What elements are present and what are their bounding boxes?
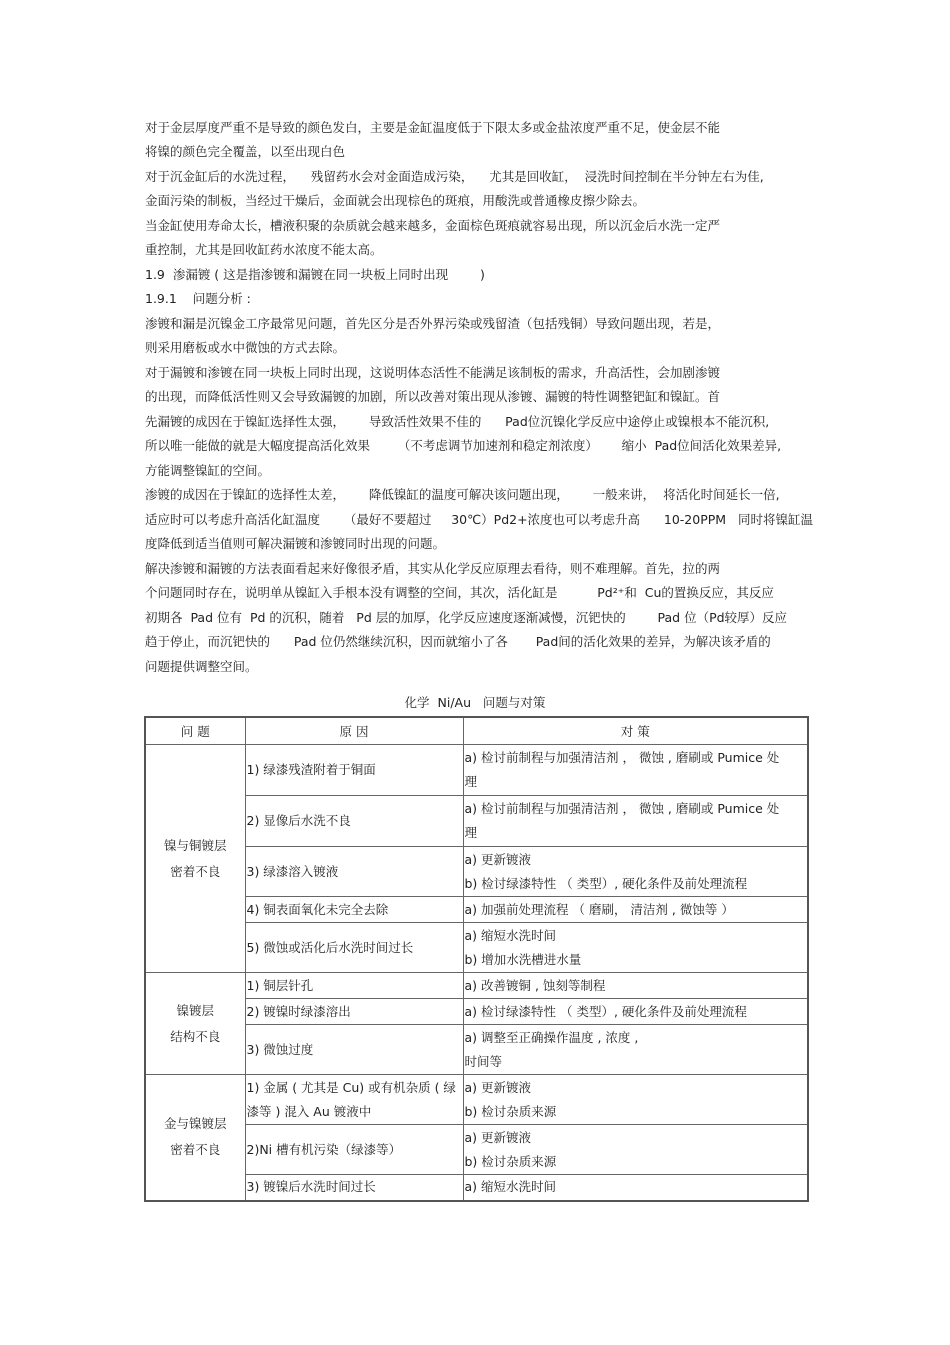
solution-cell — [463, 897, 808, 923]
solution-cell — [463, 923, 808, 973]
paragraph-line: 当金缸使用寿命太长，槽液积聚的杂质就会越来越多，金面棕色斑痕就容易出现，所以沉金后水洗一定严 — [145, 218, 721, 233]
table-header-row — [145, 717, 808, 745]
cause-text: 5) 微蚀或活化后水洗时间过长 — [246, 939, 414, 955]
paragraph-line: 对于漏镀和渗镀在同一块板上同时出现，这说明体态活性不能满足该制板的需求，升高活性，会加剧渗镀 — [145, 365, 721, 380]
cause-cell — [245, 923, 463, 973]
problem-cell — [145, 745, 245, 973]
table-caption: 化学 Ni/Au 问题与对策 — [404, 695, 546, 710]
paragraph-line: 问题提供调整空间。 — [145, 659, 258, 674]
cause-text: 1) 金属 ( 尤其是 Cu) 或有机杂质 ( 绿 — [246, 1079, 456, 1095]
solution-text: b) 检讨杂质来源 — [464, 1153, 557, 1169]
paragraph-line: 所以唯一能做的就是大幅度提高活化效果 （不考虑调节加速剂和稳定剂浓度） 缩小 Pad位间活化效果差异, — [145, 438, 782, 453]
paragraph-line: 1.9 渗漏镀 ( 这是指渗镀和漏镀在同一块板上同时出现 ) — [145, 267, 485, 282]
solution-cell — [463, 999, 808, 1025]
paragraph-line: 解决渗镀和漏镀的方法表面看起来好像很矛盾，其实从化学反应原理去看待，则不难理解。首先，拉的两 — [145, 561, 721, 576]
table-row — [145, 999, 808, 1025]
solution-text: a) 改善镀铜 , 蚀刻等制程 — [464, 977, 606, 993]
paragraph-line: 度降低到适当值则可解决漏镀和渗镀同时出现的问题。 — [145, 536, 446, 551]
solution-text: a) 更新镀液 — [464, 1129, 532, 1145]
cause-cell — [245, 897, 463, 923]
solution-cell — [463, 973, 808, 999]
cause-cell — [245, 745, 463, 796]
paragraph-line: 对于沉金缸后的水洗过程， 残留药水会对金面造成污染， 尤其是回收缸， 浸洗时间控制在半分钟左右为佳, — [145, 169, 764, 184]
cause-cell — [245, 999, 463, 1025]
paragraph-line: 初期各 Pad 位有 Pd 的沉积，随着 Pd 层的加厚，化学反应速度逐渐减慢，沉钯快的 Pad 位（Pd较厚）反应 — [145, 610, 788, 625]
paragraph-line: 适应时可以考虑升高活化缸温度 （最好不要超过 30℃）Pd2+浓度也可以考虑升高 10-20PPM 同时将镍缸温 — [145, 512, 813, 527]
header-solution: 对 策 — [463, 717, 808, 745]
problem-text: 金与镍镀层 — [163, 1116, 227, 1132]
solution-cell — [463, 745, 808, 796]
problem-text: 结构不良 — [170, 1028, 221, 1044]
cause-cell — [245, 1175, 463, 1201]
paragraph-line: 渗镀和漏是沉镍金工序最常见问题，首先区分是否外界污染或残留渣（包括残铜）导致问题出现，若是， — [145, 316, 721, 331]
solution-text: b) 检讨杂质来源 — [464, 1103, 557, 1119]
solution-text: 时间等 — [464, 1053, 503, 1069]
paragraph-line: 渗镀的成因在于镍缸的选择性太差， 降低镍缸的温度可解决该问题出现， 一般来讲， 将活化时间延长一倍, — [145, 487, 780, 502]
cause-text: 3) 绿漆溶入镀液 — [246, 863, 339, 879]
table-row — [145, 897, 808, 923]
solution-text: a) 缩短水洗时间 — [464, 1179, 557, 1195]
solution-text: a) 检讨前制程与加强清洁剂 ， 微蚀 , 磨刷或 Pumice 处 — [464, 801, 780, 816]
cause-text: 2)Ni 槽有机污染（绿漆等） — [246, 1141, 402, 1157]
problem-text: 镍与铜镀层 — [163, 837, 227, 853]
cause-text: 3) 镀镍后水洗时间过长 — [246, 1179, 376, 1195]
table-row — [145, 1175, 808, 1201]
solution-cell — [463, 796, 808, 847]
solution-cell — [463, 1125, 808, 1175]
cause-text: 1) 绿漆残渣附着于铜面 — [246, 762, 376, 777]
paragraph-line: 对于金层厚度严重不是导致的颜色发白，主要是金缸温度低于下限太多或金盐浓度严重不足，使金层不能 — [145, 120, 721, 135]
table-row — [145, 745, 808, 796]
cause-text: 3) 微蚀过度 — [246, 1041, 314, 1057]
solution-text: 理 — [464, 825, 478, 840]
solution-text: a) 调整至正确操作温度 , 浓度 , — [464, 1029, 639, 1045]
table-row — [145, 1125, 808, 1175]
table-row — [145, 973, 808, 999]
solution-text: a) 缩短水洗时间 — [464, 927, 557, 943]
cause-cell — [245, 973, 463, 999]
table-row — [145, 847, 808, 897]
paragraph-line: 将镍的颜色完全覆盖，以至出现白色 — [145, 144, 346, 159]
cause-cell — [245, 847, 463, 897]
solution-text: 理 — [464, 774, 478, 789]
cause-text: 1) 铜层针孔 — [246, 977, 314, 993]
header-problem: 问 题 — [145, 717, 245, 745]
table-row — [145, 1025, 808, 1075]
paragraph-line: 则采用磨板或水中微蚀的方式去除。 — [145, 340, 346, 355]
cause-text: 2) 显像后水洗不良 — [246, 813, 351, 828]
problem-solution-table — [144, 716, 809, 1202]
cause-cell — [245, 1025, 463, 1075]
cause-cell — [245, 1075, 463, 1125]
table-row — [145, 796, 808, 847]
solution-text: b) 增加水洗槽进水量 — [464, 951, 582, 967]
cause-text: 2) 镀镍时绿漆溶出 — [246, 1003, 351, 1019]
solution-text: b) 检讨绿漆特性 （ 类型）, 硬化条件及前处理流程 — [464, 875, 748, 891]
paragraph-line: 重控制，尤其是回收缸药水浓度不能太高。 — [145, 242, 383, 257]
solution-text: a) 检讨前制程与加强清洁剂 ， 微蚀 , 磨刷或 Pumice 处 — [464, 750, 780, 765]
problem-text: 密着不良 — [170, 1142, 221, 1158]
table-row — [145, 1075, 808, 1125]
paragraph-line: 金面污染的制板，当经过干燥后，金面就会出现棕色的斑痕，用酸洗或普通橡皮擦少除去。 — [145, 193, 646, 208]
problem-text: 镍镀层 — [176, 1002, 214, 1018]
header-cause: 原 因 — [245, 717, 463, 745]
paragraph-line: 趋于停止，而沉钯快的 Pad 位仍然继续沉积，因而就缩小了各 Pad间的活化效果的差异，为解决该矛盾的 — [145, 634, 771, 649]
paragraph-line: 方能调整镍缸的空间。 — [145, 463, 271, 478]
paragraph-line: 个问题同时存在，说明单从镍缸入手根本没有调整的空间，其次，活化缸是 Pd²⁺和 Cu的置换反应，其反应 — [145, 585, 774, 600]
solution-cell — [463, 1025, 808, 1075]
problem-cell — [145, 1075, 245, 1201]
solution-cell — [463, 1175, 808, 1201]
solution-text: a) 更新镀液 — [464, 1079, 532, 1095]
solution-text: a) 更新镀液 — [464, 851, 532, 867]
paragraph-line: 的出现，而降低活性则又会导致漏镀的加剧，所以改善对策出现从渗镀、漏镀的特性调整钯缸和镍缸。首 — [145, 389, 721, 404]
solution-cell — [463, 1075, 808, 1125]
cause-text: 漆等 ) 混入 Au 镀液中 — [246, 1103, 372, 1119]
paragraph-line: 先漏镀的成因在于镍缸选择性太强， 导致活性效果不佳的 Pad位沉镍化学反应中途停止或镍根本不能沉积, — [145, 414, 770, 429]
solution-text: a) 检讨绿漆特性 （ 类型）, 硬化条件及前处理流程 — [464, 1003, 747, 1019]
paragraph-line: 1.9.1 问题分析 : — [145, 291, 251, 306]
table-row — [145, 923, 808, 973]
problem-text: 密着不良 — [170, 863, 221, 879]
cause-text: 4) 铜表面氧化未完全去除 — [246, 901, 389, 917]
cause-cell — [245, 796, 463, 847]
problem-cell — [145, 973, 245, 1075]
cause-cell — [245, 1125, 463, 1175]
solution-text: a) 加强前处理流程 （ 磨刷， 清洁剂 , 微蚀等 ） — [464, 901, 734, 917]
solution-cell — [463, 847, 808, 897]
